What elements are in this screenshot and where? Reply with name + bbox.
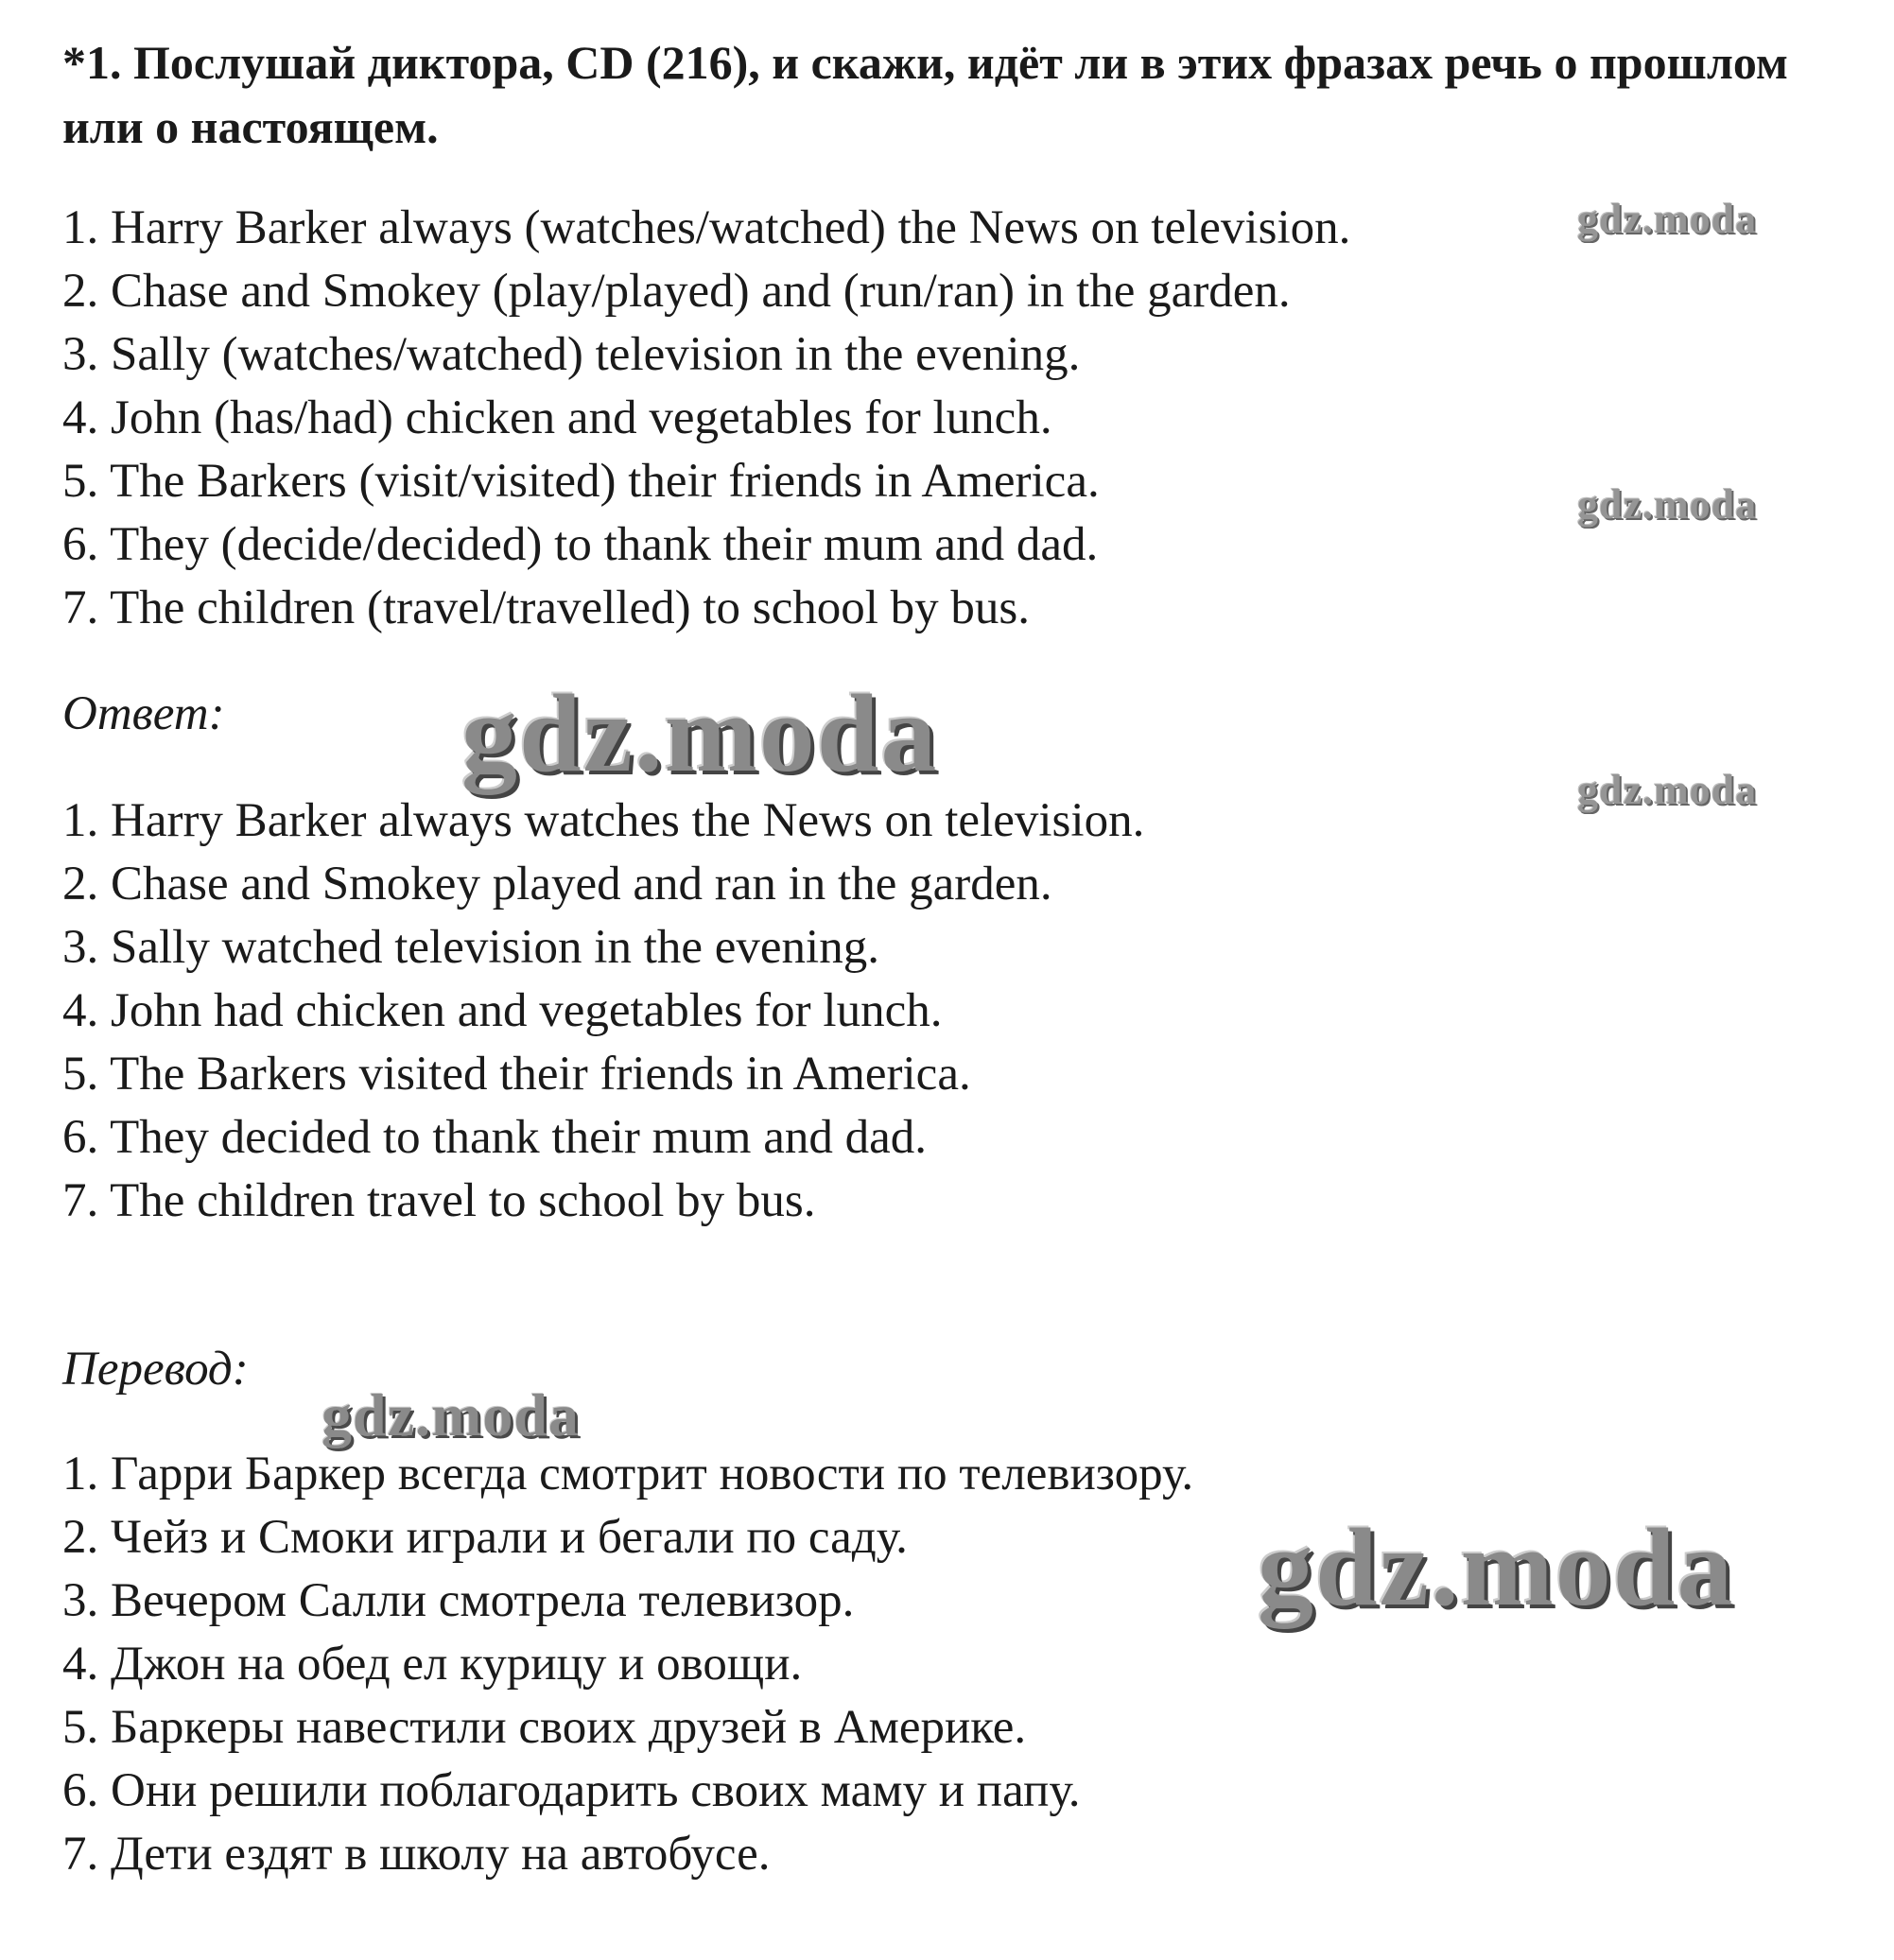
watermark: gdz.moda [321, 1381, 580, 1448]
watermark: gdz.moda [1258, 1505, 1735, 1629]
watermark: gdz.moda [461, 671, 939, 795]
exercise-line: 7. The children (travel/travelled) to school by bus. [62, 581, 1031, 634]
exercise-line: 1. Harry Barker always (watches/watched) the News on television. [62, 201, 1351, 254]
exercise-line: 6. They (decide/decided) to thank their mum and dad. [62, 518, 1099, 571]
answer-line: 7. The children travel to school by bus. [62, 1174, 816, 1227]
exercise-line: 3. Sally (watches/watched) television in the evening. [62, 328, 1081, 381]
exercise-line: 5. The Barkers (visit/visited) their friends in America. [62, 455, 1100, 508]
answer-line: 1. Harry Barker always watches the News on television. [62, 794, 1145, 847]
translation-line: 4. Джон на обед ел курицу и овощи. [62, 1638, 803, 1691]
answer-line: 6. They decided to thank their mum and dad. [62, 1111, 927, 1164]
exercise-line: 2. Chase and Smokey (play/played) and (run/ran) in the garden. [62, 265, 1291, 318]
task-title: *1. Послушай диктора, CD (216), и скажи, идёт ли в этих фразах речь о прошлом или о настоящем. [62, 36, 1788, 153]
translation-line: 3. Вечером Салли смотрела телевизор. [62, 1574, 855, 1627]
watermark: gdz.moda [1577, 196, 1758, 242]
translation-line: 1. Гарри Баркер всегда смотрит новости по телевизору. [62, 1448, 1194, 1500]
exercise-list [62, 197, 1350, 640]
translation-line: 7. Дети ездят в школу на автобусе. [62, 1828, 771, 1881]
answer-list [62, 789, 1144, 1233]
translation-label: Перевод: [62, 1343, 249, 1396]
answer-line: 3. Sally watched television in the evening. [62, 921, 879, 974]
translation-line: 6. Они решили поблагодарить своих маму и папу. [62, 1764, 1081, 1817]
answer-line: 4. John had chicken and vegetables for lunch. [62, 984, 943, 1037]
exercise-line: 4. John (has/had) chicken and vegetables for lunch. [62, 391, 1052, 444]
translation-line: 5. Баркеры навестили своих друзей в Америке. [62, 1701, 1027, 1754]
answer-label: Ответ: [62, 687, 225, 740]
watermark: gdz.moda [1577, 767, 1758, 813]
answer-line: 2. Chase and Smokey played and ran in the garden. [62, 858, 1052, 911]
translation-list [62, 1443, 1193, 1886]
translation-line: 2. Чейз и Смоки играли и бегали по саду. [62, 1511, 908, 1564]
answer-line: 5. The Barkers visited their friends in America. [62, 1048, 971, 1101]
watermark: gdz.moda [1577, 481, 1758, 528]
